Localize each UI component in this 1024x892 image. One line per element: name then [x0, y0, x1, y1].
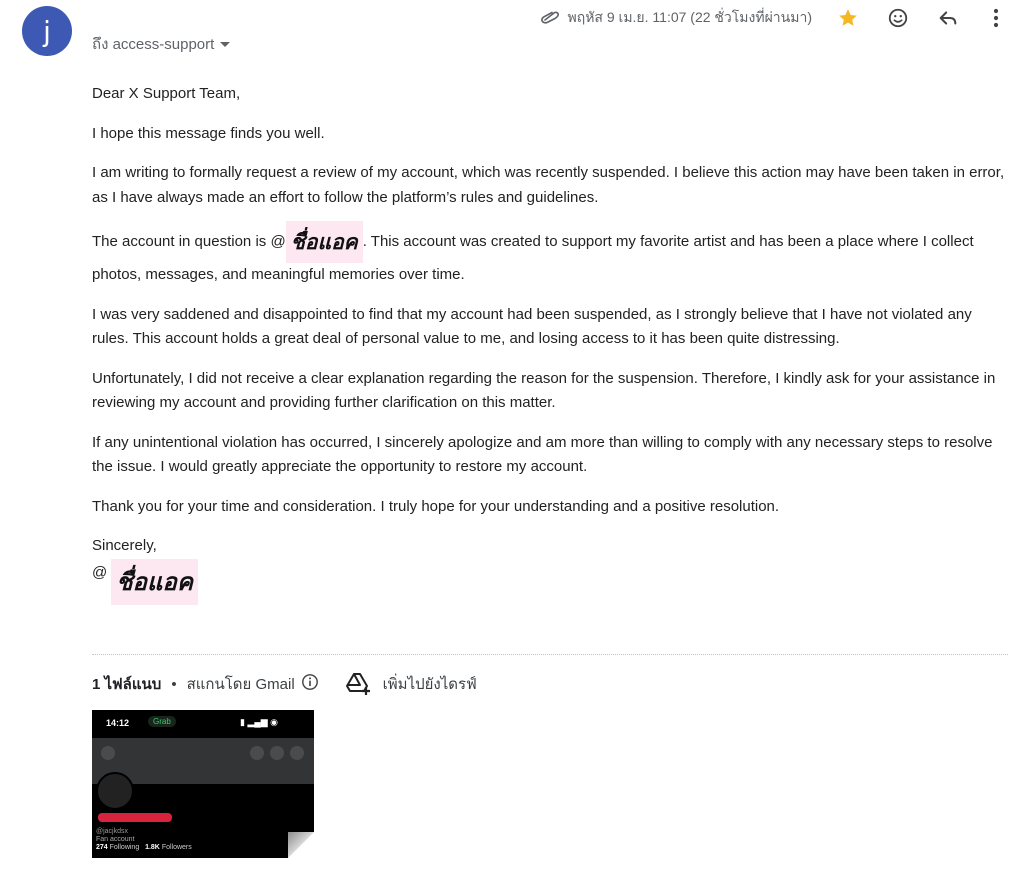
sender-avatar[interactable]: j	[22, 6, 72, 56]
paragraph-1: I hope this message finds you well.	[92, 124, 325, 142]
add-to-drive-label: เพิ่มไปยังไดรฟ์	[382, 676, 477, 693]
paragraph-3-start: The account in question is @	[92, 232, 286, 250]
redacted-username: ชื่อแอค	[286, 221, 363, 263]
add-to-drive-button[interactable]	[345, 672, 477, 696]
thumb-profile-picture	[96, 772, 134, 810]
chevron-down-icon	[220, 42, 230, 47]
signature	[92, 559, 1010, 605]
paragraph-3-end: . This account was created to support my favorite artist and has been a place where I collect photos, messages, and meaningful memories over time.	[92, 232, 974, 283]
message-meta	[539, 7, 812, 29]
signature-at: @	[92, 563, 108, 581]
paperclip-icon	[539, 10, 561, 27]
recipient-label: ถึง access-support	[92, 36, 215, 53]
thumb-refresh-icon	[250, 746, 264, 760]
greeting: Dear X Support Team,	[92, 85, 241, 102]
paragraph-3	[92, 221, 1010, 288]
thumb-app-badge: Grab	[148, 716, 176, 727]
thumb-back-icon	[101, 746, 115, 760]
thumb-followers-label: Followers	[161, 844, 192, 851]
redacted-signature: ชื่อแอค	[111, 559, 198, 605]
thumb-page-curl	[288, 832, 314, 858]
reply-button[interactable]	[934, 4, 962, 32]
sender-name	[92, 4, 282, 16]
paragraph-6: If any unintentional violation has occurred, I sincerely apologize and am more than willing to comply with any necessary steps to resolve the issue. I would greatly appreciate the opportunity to restore my account.	[92, 433, 993, 475]
thumb-follow-stats	[96, 844, 192, 851]
more-vert-icon	[992, 7, 1000, 29]
thumb-time: 14:12	[106, 718, 130, 728]
attachment-count: 1 ไฟล์แนบ	[92, 676, 162, 693]
thumb-redaction-mark	[98, 813, 172, 822]
recipient-dropdown[interactable]	[92, 32, 230, 56]
closing: Sincerely,	[92, 537, 157, 554]
reply-icon	[937, 7, 959, 29]
emoji-icon	[887, 7, 909, 29]
star-button[interactable]	[834, 4, 862, 32]
paragraph-4: I was very saddened and disappointed to find that my account had been suspended, as I strongly believe that I have not violated any rules. This account holds a great deal of personal value to me, and losing access to it has been quite distressing.	[92, 305, 972, 347]
thumb-followers-count: 1.8K	[145, 844, 160, 851]
add-to-drive-icon	[345, 672, 373, 696]
message-body	[92, 82, 1010, 605]
thumb-more-icon	[290, 746, 304, 760]
paragraph-7: Thank you for your time and consideration. I truly hope for your understanding and a positive resolution.	[92, 497, 780, 515]
thumb-search-icon	[270, 746, 284, 760]
more-options-button[interactable]	[982, 4, 1010, 32]
separator-dot: •	[171, 675, 177, 693]
info-icon[interactable]	[301, 673, 319, 695]
thumb-handle: @jacjkdsx	[96, 828, 129, 835]
thumb-following-label: Following	[109, 844, 140, 851]
paragraph-2: I am writing to formally request a review of my account, which was recently suspended. I believe this action may have been taken in error, as I have always made an effort to follow the platform’s rules and guidelines.	[92, 164, 1005, 206]
paragraph-5: Unfortunately, I did not receive a clear explanation regarding the reason for the suspension. Therefore, I kindly ask for your assistance in reviewing my account and providing further clarification on this matter.	[92, 369, 996, 411]
thumb-system-icons: ▮ ▂▄▆ ◉	[240, 717, 279, 727]
attachments-divider	[92, 654, 1008, 655]
attachment-thumbnail[interactable]	[92, 710, 314, 858]
thumb-following-count: 274	[96, 844, 108, 851]
thumb-fan-label: Fan account	[96, 836, 135, 843]
scanned-by-gmail: สแกนโดย Gmail	[186, 676, 295, 693]
attachments-bar	[92, 672, 477, 696]
emoji-reaction-button[interactable]	[884, 4, 912, 32]
star-icon	[837, 7, 859, 29]
message-datetime: พฤหัส 9 เม.ย. 11:07 (22 ชั่วโมงที่ผ่านมา)	[567, 9, 812, 25]
